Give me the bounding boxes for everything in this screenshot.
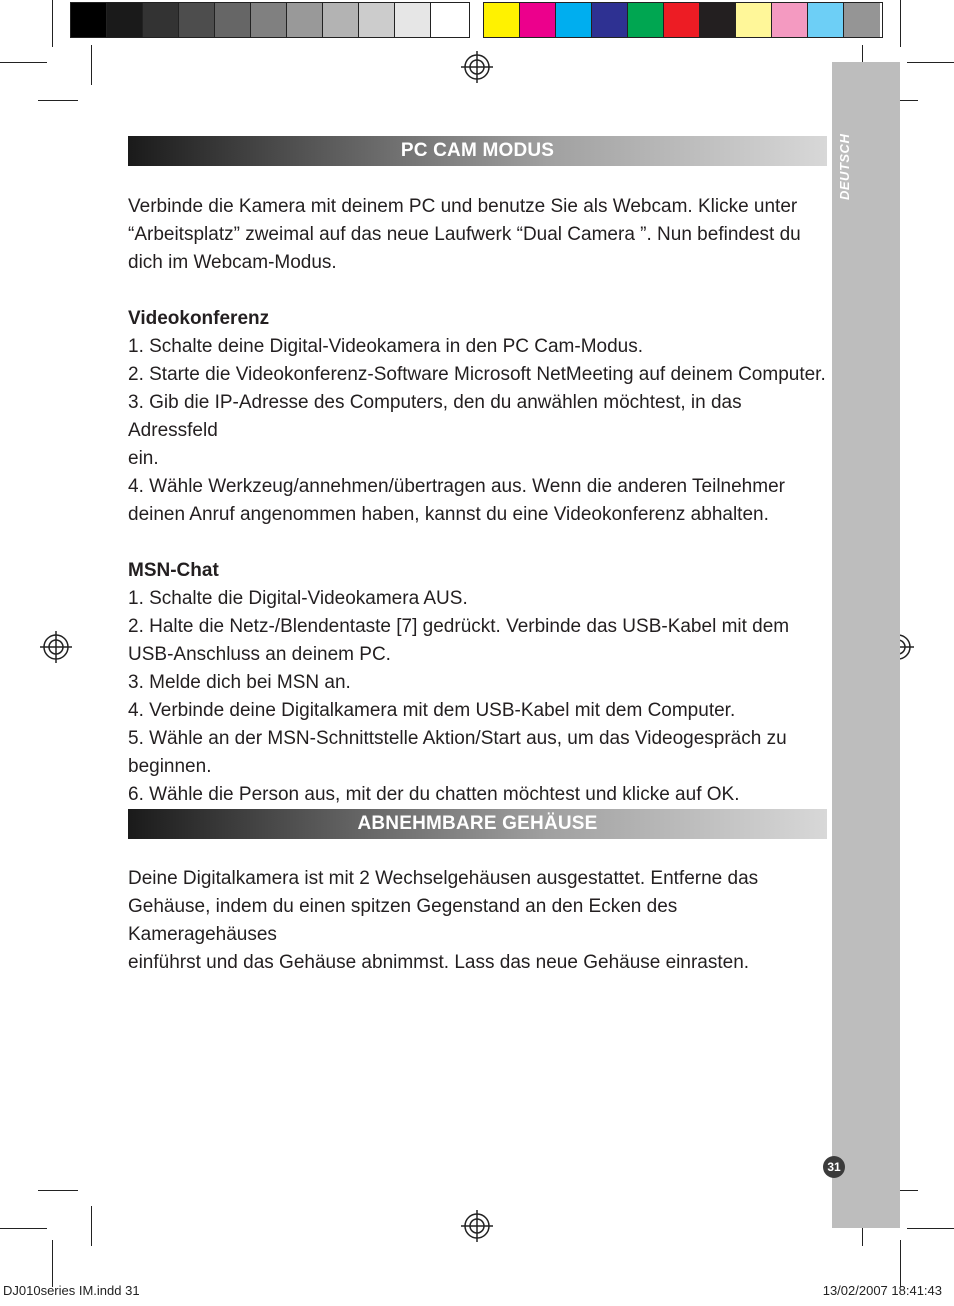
- list-item: 4. Wähle Werkzeug/annehmen/übertragen aus. Wenn die anderen Teilnehmer: [128, 476, 785, 497]
- color-swatch: [395, 3, 431, 37]
- list-item: 4. Verbinde deine Digitalkamera mit dem USB-Kabel mit dem Computer.: [128, 700, 736, 721]
- crop-mark: [900, 0, 901, 47]
- color-swatch: [520, 3, 556, 37]
- color-swatch: [592, 3, 628, 37]
- language-side-tab: [832, 62, 900, 1228]
- gehaeuse-content: [128, 865, 828, 977]
- color-swatch: [844, 3, 880, 37]
- list-item: 6. Wähle die Person aus, mit der du chatten möchtest und klicke auf OK.: [128, 784, 740, 805]
- crop-mark: [900, 1240, 901, 1287]
- process-color-bar: [483, 2, 883, 38]
- footer-filename: DJ010series IM.indd 31: [3, 1283, 140, 1298]
- crop-mark: [907, 1228, 954, 1229]
- list-item: ein.: [128, 448, 159, 469]
- crop-mark: [907, 62, 954, 63]
- footer-timestamp: 13/02/2007 18:41:43: [822, 1283, 942, 1298]
- list-item: 2. Halte die Netz-/Blendentaste [7] gedrückt. Verbinde das USB-Kabel mit dem: [128, 616, 790, 637]
- color-swatch: [431, 3, 467, 37]
- crop-mark: [0, 62, 47, 63]
- list-item: deinen Anruf angenommen haben, kannst du eine Videokonferenz abhalten.: [128, 504, 769, 525]
- color-swatch: [484, 3, 520, 37]
- subheading-msn-chat: MSN-Chat: [128, 560, 219, 581]
- section-title: ABNEHMBARE GEHÄUSE: [357, 813, 598, 834]
- grayscale-color-bar: [70, 2, 470, 38]
- color-swatch: [700, 3, 736, 37]
- color-swatch: [808, 3, 844, 37]
- list-item: beginnen.: [128, 756, 212, 777]
- registration-target-icon: [461, 51, 493, 83]
- subheading-videokonferenz: Videokonferenz: [128, 308, 270, 329]
- color-swatch: [287, 3, 323, 37]
- crop-mark: [38, 100, 78, 101]
- crop-mark: [52, 0, 53, 47]
- section-header-gehaeuse: [128, 809, 827, 839]
- color-swatch: [251, 3, 287, 37]
- pc-cam-content: [128, 193, 828, 809]
- crop-mark: [52, 1240, 53, 1287]
- page-number: 31: [823, 1156, 845, 1178]
- color-swatch: [323, 3, 359, 37]
- registration-target-icon: [40, 631, 72, 663]
- paragraph-line: Deine Digitalkamera ist mit 2 Wechselgehäusen ausgestattet. Entferne das: [128, 868, 759, 889]
- list-item: 3. Gib die IP-Adresse des Computers, den du anwählen möchtest, in das Adressfeld: [128, 392, 742, 441]
- registration-target-icon: [461, 1210, 493, 1242]
- section-title: PC CAM MODUS: [400, 140, 555, 161]
- list-item: 5. Wähle an der MSN-Schnittstelle Aktion/Start aus, um das Videogespräch zu: [128, 728, 787, 749]
- crop-mark: [91, 1206, 92, 1246]
- list-item: USB-Anschluss an deinem PC.: [128, 644, 391, 665]
- crop-mark: [91, 45, 92, 85]
- paragraph-line: dich im Webcam-Modus.: [128, 252, 337, 273]
- color-swatch: [179, 3, 215, 37]
- color-swatch: [628, 3, 664, 37]
- list-item: 2. Starte die Videokonferenz-Software Microsoft NetMeeting auf deinem Computer.: [128, 364, 826, 385]
- list-item: 1. Schalte die Digital-Videokamera AUS.: [128, 588, 468, 609]
- color-swatch: [772, 3, 808, 37]
- paragraph-line: Gehäuse, indem du einen spitzen Gegenstand an den Ecken des Kameragehäuses: [128, 896, 678, 945]
- color-swatch: [107, 3, 143, 37]
- color-swatch: [556, 3, 592, 37]
- color-swatch: [215, 3, 251, 37]
- color-swatch: [664, 3, 700, 37]
- color-swatch: [359, 3, 395, 37]
- list-item: 1. Schalte deine Digital-Videokamera in den PC Cam-Modus.: [128, 336, 644, 357]
- paragraph-line: einführst und das Gehäuse abnimmst. Lass das neue Gehäuse einrasten.: [128, 952, 750, 973]
- paragraph-line: “Arbeitsplatz” zweimal auf das neue Laufwerk “Dual Camera ”. Nun befindest du: [128, 224, 801, 245]
- color-swatch: [143, 3, 179, 37]
- color-swatch: [736, 3, 772, 37]
- paragraph-line: Verbinde die Kamera mit deinem PC und benutze Sie als Webcam. Klicke unter: [128, 196, 798, 217]
- list-item: 3. Melde dich bei MSN an.: [128, 672, 351, 693]
- crop-mark: [0, 1228, 47, 1229]
- color-swatch: [71, 3, 107, 37]
- section-header-pc-cam: [128, 136, 827, 166]
- crop-mark: [38, 1190, 78, 1191]
- language-label: DEUTSCH: [837, 133, 852, 200]
